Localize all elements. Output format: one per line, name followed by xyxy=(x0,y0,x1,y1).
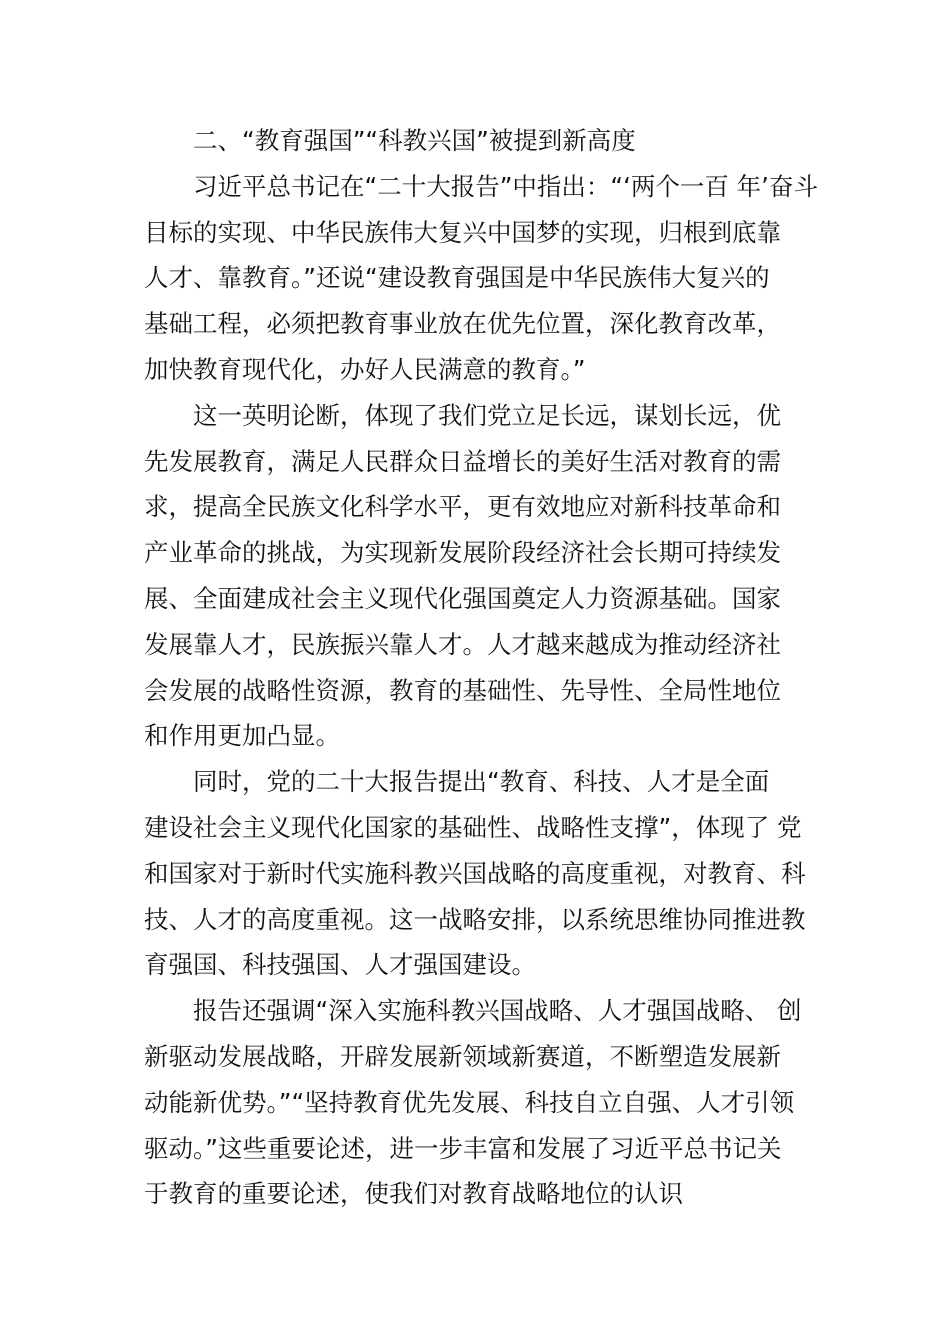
document-body xyxy=(144,118,830,1217)
paragraph-line: 加快教育现代化，办好人民满意的教育。” xyxy=(144,354,586,384)
paragraph-line: 新驱动发展战略，开辟发展新领域新赛道，不断塑造发展新 xyxy=(144,1041,781,1071)
paragraph-line: 驱动。”这些重要论述，进一步丰富和发展了习近平总书记关 xyxy=(144,1133,782,1163)
paragraph-line: 于教育的重要论述，使我们对教育战略地位的认识 xyxy=(144,1179,683,1209)
paragraph-line: 基础工程，必须把教育事业放在优先位置，深化教育改革， xyxy=(144,309,781,339)
paragraph-line: 动能新优势。”“坚持教育优先发展、科技自立自强、人才引领 xyxy=(144,1087,795,1117)
paragraph-line: 技、人才的高度重视。这一战略安排，以系统思维协同推进教 xyxy=(144,904,806,934)
paragraph-2 xyxy=(144,393,830,759)
paragraph-line: 求，提高全民族文化科学水平，更有效地应对新科技革命和 xyxy=(144,492,781,522)
paragraph-line: 和国家对于新时代实施科教兴国战略的高度重视，对教育、科 xyxy=(144,858,806,888)
paragraph-3 xyxy=(144,759,830,988)
paragraph-line: 同时，党的二十大报告提出“教育、科技、人才是全面 xyxy=(193,767,770,797)
paragraph-line: 产业革命的挑战，为实现新发展阶段经济社会长期可持续发 xyxy=(144,538,781,568)
paragraph-line: 和作用更加凸显。 xyxy=(144,721,340,751)
paragraph-line: 人才、靠教育。”还说“建设教育强国是中华民族伟大复兴的 xyxy=(144,263,770,293)
paragraph-line: 先发展教育，满足人民群众日益增长的美好生活对教育的需 xyxy=(144,446,781,476)
paragraph-line: 育强国、科技强国、人才强国建设。 xyxy=(144,950,536,980)
paragraph-line: 建设社会主义现代化国家的基础性、战略性支撑”，体现了 党 xyxy=(144,812,802,842)
paragraph-line: 展、全面建成社会主义现代化强国奠定人力资源基础。国家 xyxy=(144,583,781,613)
paragraph-1 xyxy=(144,164,830,393)
paragraph-line: 习近平总书记在“二十大报告”中指出：“‘两个一百 年’奋斗 xyxy=(193,171,818,201)
paragraph-4 xyxy=(144,988,830,1217)
paragraph-line: 目标的实现、中华民族伟大复兴中国梦的实现，归根到底靠 xyxy=(144,217,781,247)
paragraph-line: 报告还强调“深入实施科教兴国战略、人才强国战略、 创 xyxy=(193,996,802,1026)
section-heading: 二、“教育强国”“科教兴国”被提到新高度 xyxy=(193,126,636,155)
paragraph-line: 发展靠人才，民族振兴靠人才。人才越来越成为推动经济社 xyxy=(144,629,781,659)
paragraph-line: 会发展的战略性资源，教育的基础性、先导性、全局性地位 xyxy=(144,675,781,705)
paragraph-line: 这一英明论断，体现了我们党立足长远，谋划长远，优 xyxy=(193,400,781,430)
